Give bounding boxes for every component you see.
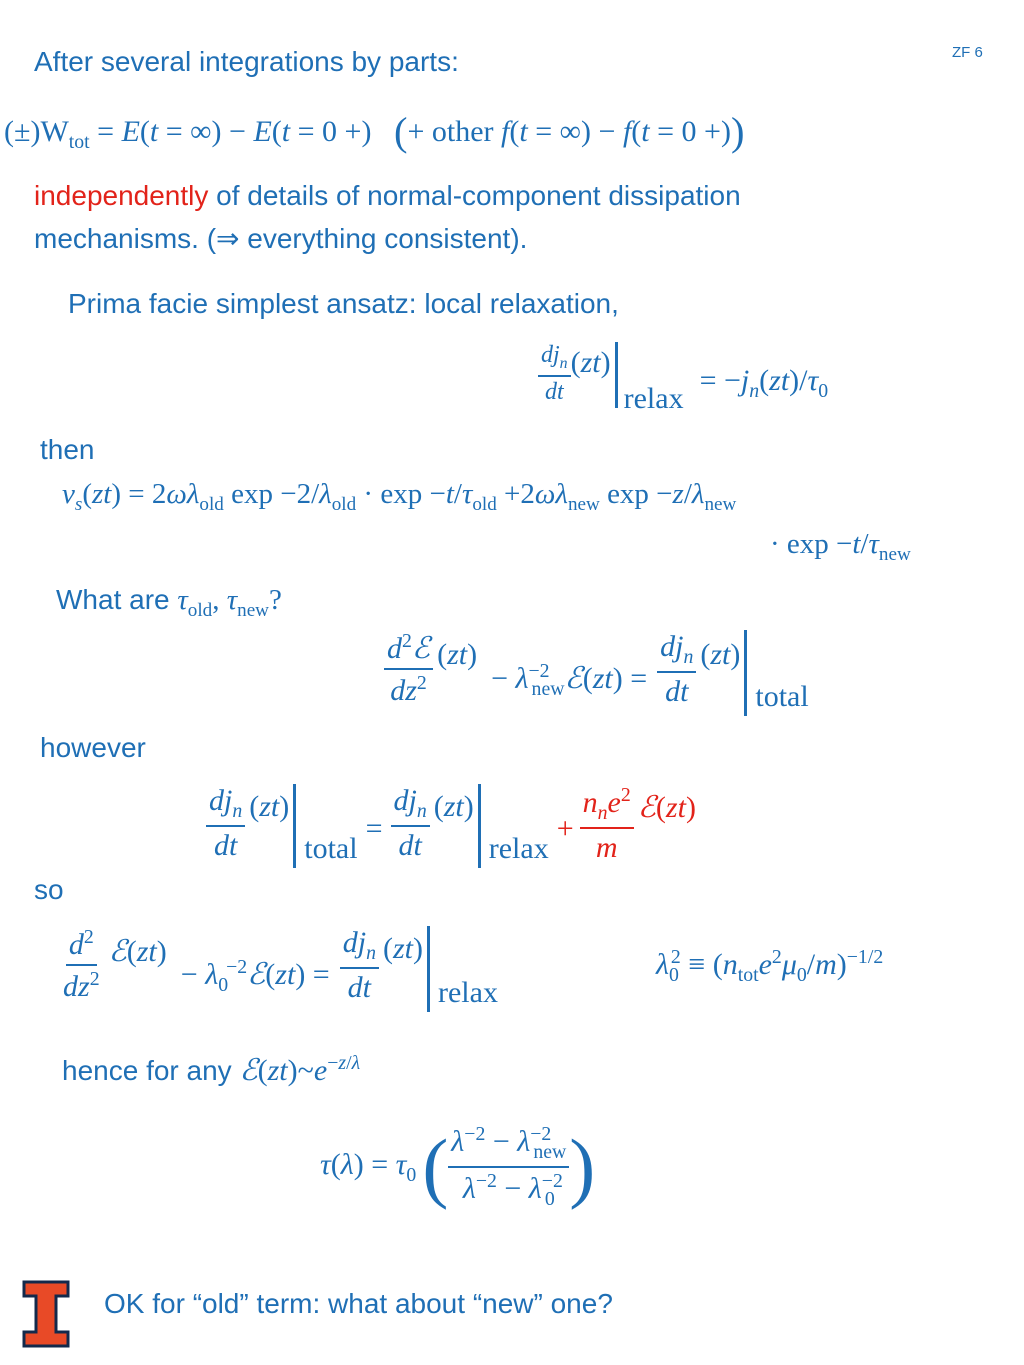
illinois-block-i-icon — [22, 1280, 70, 1348]
then-text: then — [40, 434, 95, 465]
ansatz-text: Prima facie simplest ansatz: local relaxation, — [68, 288, 619, 319]
hence-text: hence for any — [62, 1055, 240, 1086]
what-are-question: What are $\tau_{old}$, $\tau_{new}$? — [56, 584, 282, 621]
however-text: however — [40, 732, 146, 763]
what-are-text: What are — [56, 584, 178, 615]
mechanisms-line: mechanisms. (⇒ everything consistent). — [34, 223, 528, 254]
slide-number: ZF 6 — [952, 44, 983, 61]
hence-statement: hence for any $ℰ(zt)\sim e^{-z/\lambda}$ — [62, 1052, 361, 1087]
superfluid-velocity-equation: $v_s(zt) = 2\omega\lambda_{old}$ $\exp -2/\lambda_{old} \cdot \exp -t/\tau_{old} +2\omega\lambda_{new}$ $\exp -z/\lambda_{new}$ — [62, 478, 737, 515]
independently-word: independently — [34, 180, 209, 211]
independence-statement — [34, 180, 741, 212]
superfluid-velocity-continuation: · $\exp -t/\tau_{new}$ — [770, 528, 911, 565]
current-decomposition-equation: $\frac{dj_n}{dt}$ (zt) total = $\frac{dj_n}{dt}$ (zt) relax + $\frac{n_ne^2}{m}$ ℰ(zt) — [206, 784, 696, 868]
relaxation-equation: $\frac{dj_n}{dt}$ (zt) relax = $-j_n(zt)/\tau_0$ — [538, 342, 828, 416]
intro-text: After several integrations by parts: — [34, 46, 459, 77]
relaxation-time-formula: $\tau(\lambda) = \tau_0$ ( $\frac{\lambda^{-2} - \lambda^{-2}_{new}}{\lambda^{-2} - \lambda^{-2}_0}$ ) — [320, 1123, 596, 1210]
independence-rest: of details of normal-component dissipation — [208, 180, 741, 211]
closing-question: OK for “old” term: what about “new” one? — [104, 1288, 613, 1319]
field-equation-relax: $\frac{d^2}{dz^2}$ ℰ(zt) − $\lambda_0^{-2}ℰ(zt)$ = $\frac{dj_n}{dt}$ (zt) relax — [60, 926, 498, 1012]
field-equation-total: $\frac{d^2ℰ}{dz^2}$ (zt) − $\lambda^{-2}_{new}ℰ(zt)$ = $\frac{dj_n}{dt}$ (zt) total — [384, 630, 809, 716]
work-energy-equation: $(\pm)W_{tot} = E(t$ = ∞) − E(t = 0 +) (+ other f(t = ∞) − f(t = 0 +)) — [4, 109, 745, 154]
so-text: so — [34, 874, 64, 905]
penetration-depth-definition: $\lambda_0^2 \equiv (n_{tot}e^2\mu_0/m)^{-1/2}$ — [656, 946, 884, 986]
